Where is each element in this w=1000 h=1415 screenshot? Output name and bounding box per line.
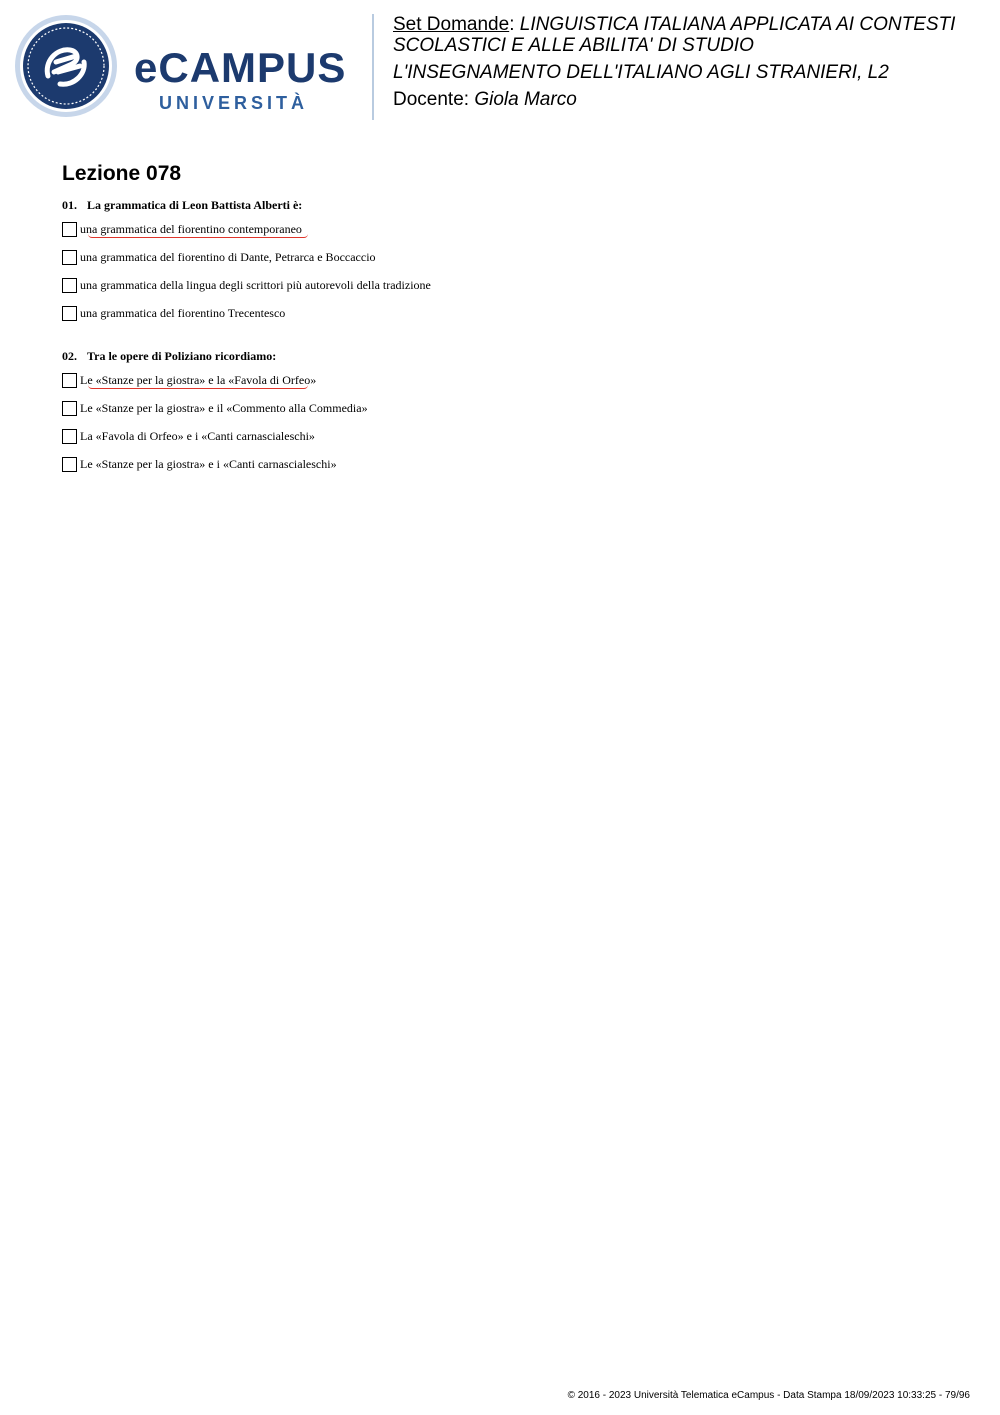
question-2 [62,347,962,485]
answer-text: La «Favola di Orfeo» e i «Canti carnascialeschi» [80,429,315,443]
answer-text: Le «Stanze per la giostra» e la «Favola di Orfeo» [80,373,317,387]
answer-option[interactable] [62,306,962,334]
logo-subtitle: UNIVERSITÀ [159,93,309,113]
page-header [0,0,1000,130]
answer-checkbox[interactable] [62,457,77,472]
course-title-line1: LINGUISTICA ITALIANA APPLICATA AI CONTESTI [519,14,956,35]
question-1 [62,196,962,334]
answer-option[interactable] [62,373,962,401]
answer-checkbox[interactable] [62,373,77,388]
ecampus-logo [14,14,359,118]
answer-checkbox[interactable] [62,250,77,265]
answer-checkbox[interactable] [62,306,77,321]
answer-option[interactable] [62,401,962,429]
answer-text: Le «Stanze per la giostra» e il «Commento alla Commedia» [80,401,368,415]
question-number: 01. [62,198,77,212]
header-info: Set Domande: LINGUISTICA ITALIANA APPLICATA AI CONTESTI SCOLASTICI E ALLE ABILITA' DI STUDIO L'INSEGNAMENTO DELL'ITALIANO AGLI STRANIERI, L2 Docente: Giola Marco [393,14,983,110]
set-label: Set Domande [393,14,510,35]
question-number: 02. [62,349,77,363]
course-title-line2: SCOLASTICI E ALLE ABILITA' DI STUDIO [393,35,754,56]
teacher-label: Docente [393,89,464,110]
question-text [62,196,962,214]
question-text [62,347,962,365]
answer-text: una grammatica del fiorentino di Dante, Petrarca e Boccaccio [80,250,376,264]
question-label: La grammatica di Leon Battista Alberti è: [87,198,303,212]
page-footer: © 2016 - 2023 Università Telematica eCampus - Data Stampa 18/09/2023 10:33:25 - 79/96 [567,1390,970,1401]
answer-checkbox[interactable] [62,278,77,293]
answer-option[interactable] [62,222,962,250]
spellcheck-underline [88,234,308,238]
answer-checkbox[interactable] [62,222,77,237]
answer-text: Le «Stanze per la giostra» e i «Canti carnascialeschi» [80,457,337,471]
logo-wordmark: eCAMPUS [134,44,347,91]
answer-option[interactable] [62,250,962,278]
question-label: Tra le opere di Poliziano ricordiamo: [87,349,277,363]
answer-text: una grammatica del fiorentino contemporaneo [80,222,302,236]
course-title-line3: L'INSEGNAMENTO DELL'ITALIANO AGLI STRANIERI, L2 [393,62,889,83]
header-divider [372,14,374,120]
answer-text: una grammatica del fiorentino Trecentesco [80,306,286,320]
answer-checkbox[interactable] [62,401,77,416]
answer-checkbox[interactable] [62,429,77,444]
answer-option[interactable] [62,278,962,306]
answer-option[interactable] [62,429,962,457]
teacher-name: Giola Marco [474,89,577,110]
answer-option[interactable] [62,457,962,485]
spellcheck-underline [88,385,308,389]
lesson-title: Lezione 078 [62,162,182,185]
answer-text: una grammatica della lingua degli scrittori più autorevoli della tradizione [80,278,431,292]
